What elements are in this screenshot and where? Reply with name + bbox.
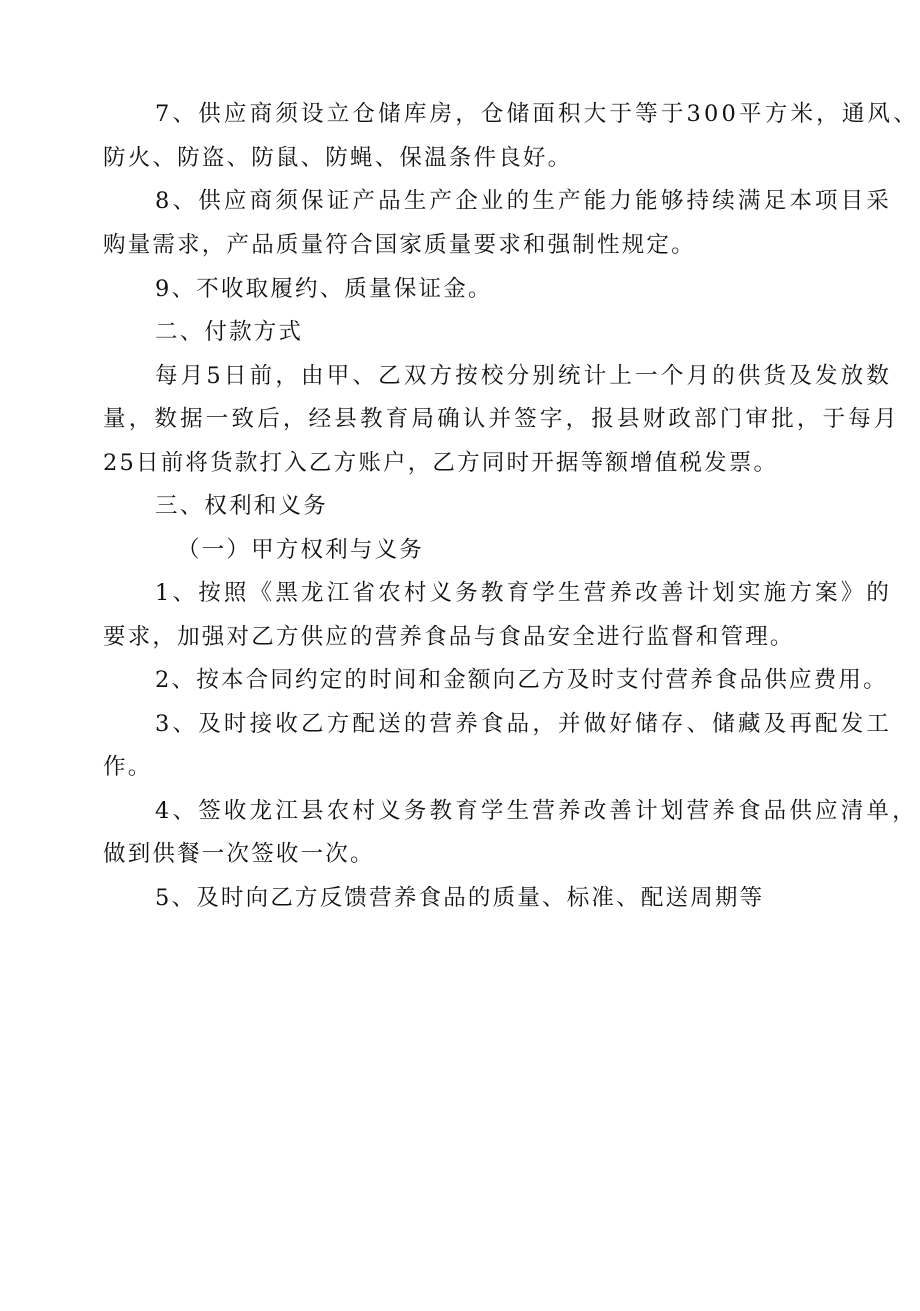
- item-3-line-1: 3、及时接收乙方配送的营养食品，并做好储存、储藏及再配发工: [155, 711, 893, 737]
- paragraph-8-line-1: 8、供应商须保证产品生产企业的生产能力能够持续满足本项目采: [155, 188, 893, 214]
- section-heading-rights: 三、权利和义务: [155, 493, 328, 519]
- paragraph-8-line-2: 购量需求，产品质量符合国家质量要求和强制性规定。: [103, 232, 696, 258]
- item-1-line-1: 1、按照《黑龙江省农村义务教育学生营养改善计划实施方案》的: [155, 580, 893, 606]
- item-2: 2、按本合同约定的时间和金额向乙方及时支付营养食品供应费用。: [155, 667, 888, 693]
- item-1-line-2: 要求，加强对乙方供应的营养食品与食品安全进行监督和管理。: [103, 624, 795, 650]
- paragraph-7-line-1: 7、供应商须设立仓储库房，仓储面积大于等于300平方米，通风、: [155, 101, 919, 127]
- paragraph-9: 9、不收取履约、质量保证金。: [155, 276, 493, 302]
- item-3-line-2: 作。: [103, 754, 153, 780]
- payment-line-2: 量，数据一致后，经县教育局确认并签字，报县财政部门审批，于每月: [103, 406, 900, 432]
- item-5: 5、及时向乙方反馈营养食品的质量、标准、配送周期等: [155, 885, 765, 911]
- item-4-line-2: 做到供餐一次签收一次。: [103, 841, 375, 867]
- subsection-heading-party-a: （一）甲方权利与义务: [177, 537, 425, 563]
- payment-line-1: 每月5日前，由甲、乙双方按校分别统计上一个月的供货及发放数: [155, 363, 893, 389]
- section-heading-payment: 二、付款方式: [155, 319, 304, 345]
- payment-line-3: 25日前将货款打入乙方账户，乙方同时开据等额增值税发票。: [103, 450, 779, 476]
- paragraph-7-line-2: 防火、防盗、防鼠、防蝇、保温条件良好。: [103, 145, 573, 171]
- item-4-line-1: 4、签收龙江县农村义务教育学生营养改善计划营养食品供应清单，: [155, 798, 918, 824]
